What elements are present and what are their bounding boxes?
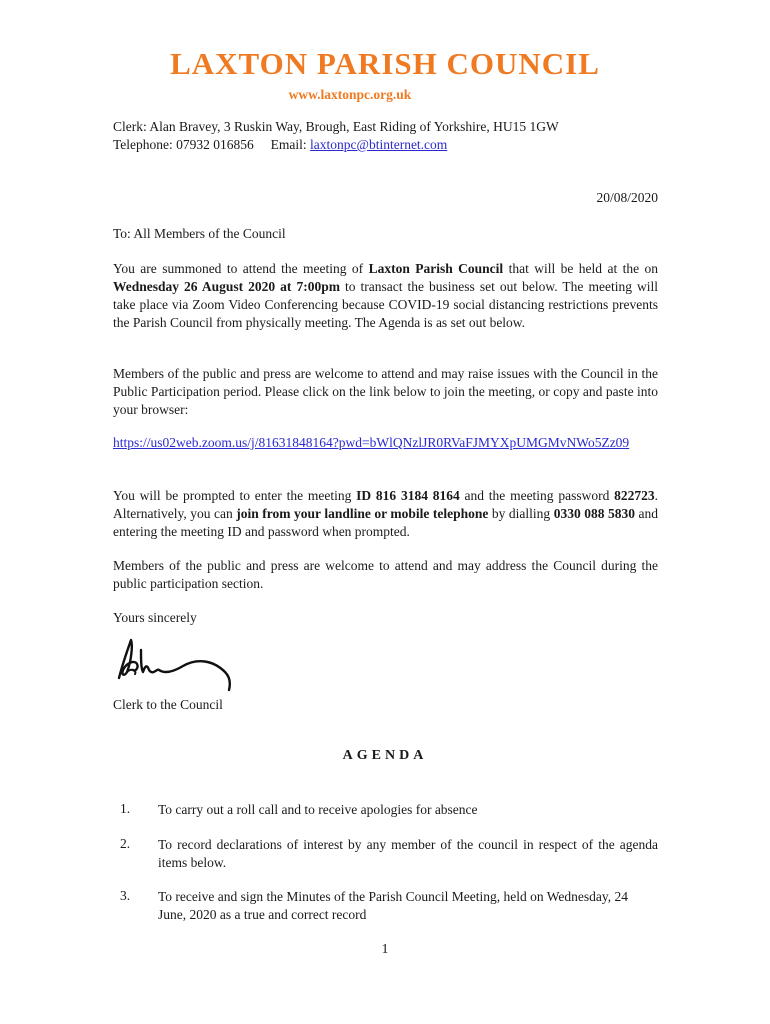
clerk-signature [113,632,243,692]
contact-line [113,136,658,154]
agenda-heading: AGENDA [342,748,428,763]
agenda-item-number: 1. [120,801,131,816]
join-by-phone: join from your landline or mobile telephone [236,506,489,521]
agenda-item-text: To record declarations of interest by any member of the council in respect of the agenda items below. [158,837,658,870]
public-paragraph: Members of the public and press are welcome to attend and may raise issues with the Council in the Public Participation period. Please click on the link below to join the meeting, or copy and paste into your browser: [113,366,658,417]
dial-number: 0330 088 5830 [553,506,635,521]
summons-paragraph [113,260,658,332]
to-line: To: All Members of the Council [113,226,286,241]
prompt-text-c: . Alternatively, you can [113,488,658,521]
agenda-item-number: 3. [120,888,131,903]
letter-date: 20/08/2020 [596,190,658,205]
prompt-text-d: by dialling [488,506,554,521]
clerk-address: Clerk: Alan Bravey, 3 Ruskin Way, Brough, East Riding of Yorkshire, HU15 1GW [113,119,559,134]
agenda-item-text: To receive and sign the Minutes of the Parish Council Meeting, held on Wednesday, 24 June, 2020 as a true and correct record [158,889,628,922]
council-title: LAXTON PARISH COUNCIL [170,46,600,81]
prompt-text-a: You will be prompted to enter the meeting [113,488,357,503]
summons-council: Laxton Parish Council [368,261,504,276]
email-label: Email: [270,137,307,152]
summons-text-c: to transact the business set out below. The meeting will take place via Zoom Video Conferencing because COVID-19 social distancing restrictions prevents the Parish Council from physically meeting. The Agenda is as set out below. [113,279,658,330]
zoom-link[interactable]: https://us02web.zoom.us/j/81631848164?pwd=bWlQNzlJR0RVaFJMYXpUMGMvNWo5Zz09 [113,435,630,450]
page-number: 1 [381,942,389,957]
summons-date: Wednesday 26 August 2020 at 7:00pm [113,279,340,294]
clerk-title: Clerk to the Council [113,697,223,712]
council-website[interactable]: www.laxtonpc.org.uk [288,87,412,102]
telephone: Telephone: 07932 016856 [113,137,254,152]
meeting-password: 822723 [614,488,655,503]
email-link[interactable]: laxtonpc@btinternet.com [310,137,448,152]
summons-text-b: that will be held at the on [503,261,658,276]
prompt-text-e: and entering the meeting ID and password when prompted. [113,506,659,539]
address-paragraph: Members of the public and press are welcome to attend and may address the Council during the public participation section. [113,558,658,591]
agenda-item-text: To carry out a roll call and to receive apologies for absence [158,802,478,817]
summons-text-a: You are summoned to attend the meeting of [113,261,369,276]
sign-off: Yours sincerely [113,610,197,625]
prompt-paragraph [113,487,658,541]
prompt-text-b: and the meeting password [459,488,615,503]
agenda-item-number: 2. [120,836,131,851]
meeting-id: ID 816 3184 8164 [356,488,460,503]
